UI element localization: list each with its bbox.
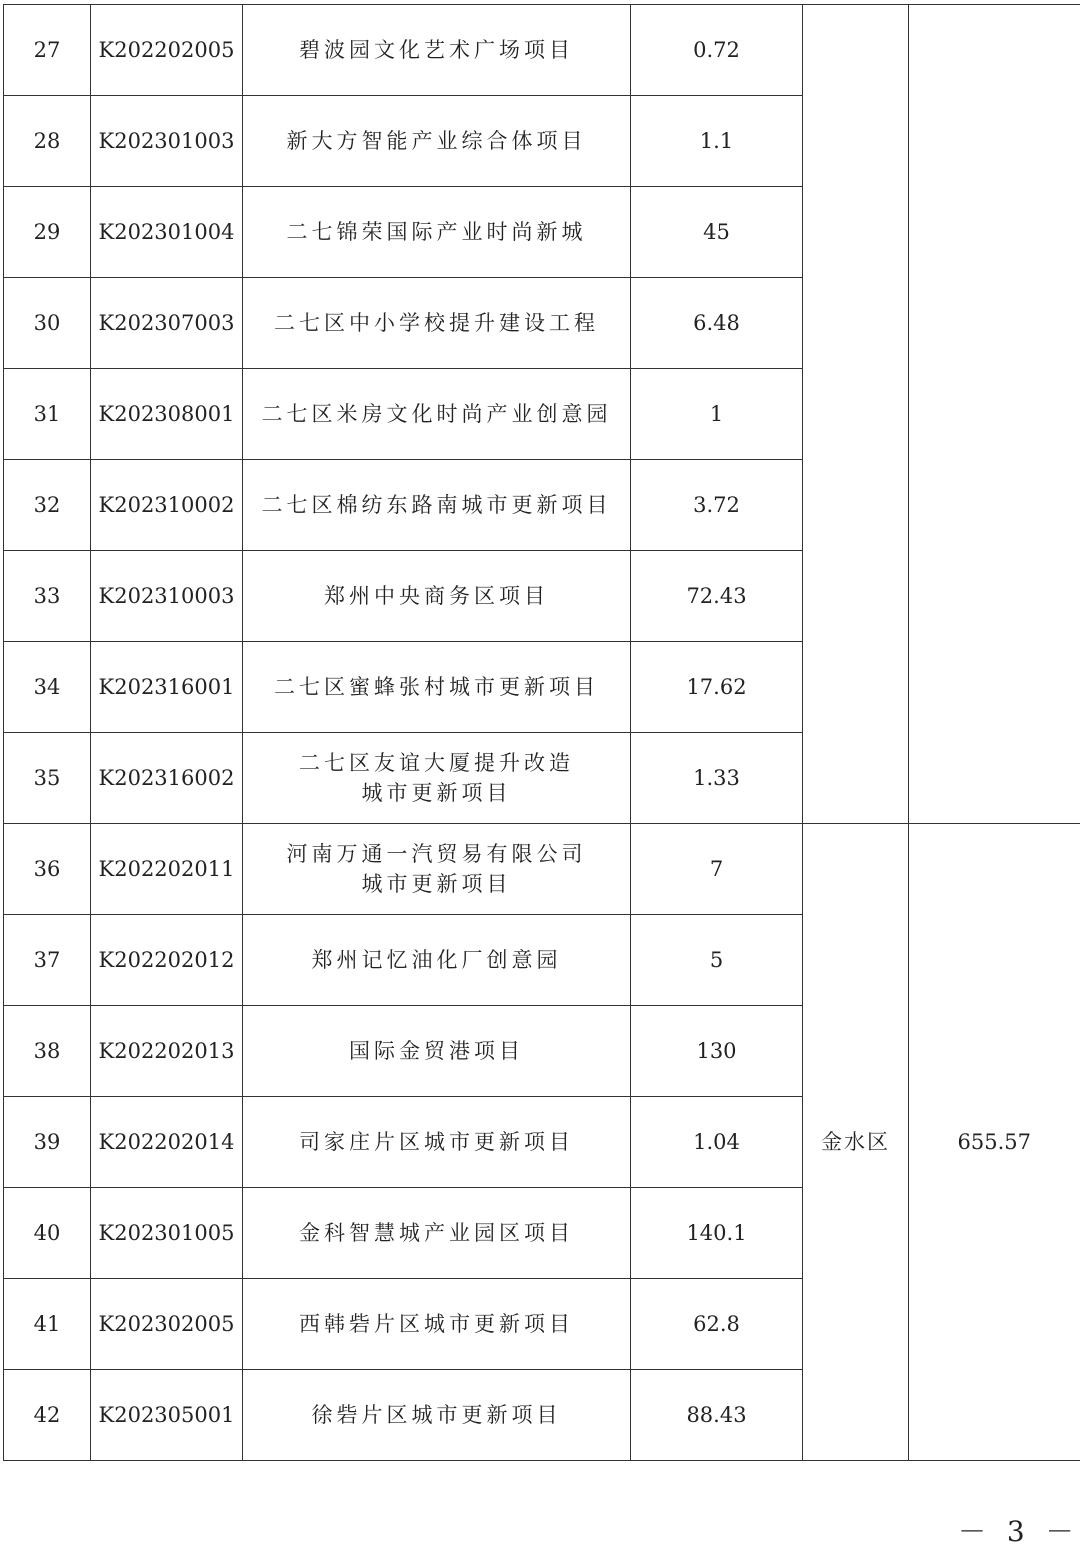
project-name-line: 郑州记忆油化厂创意园 (311, 947, 562, 972)
project-code: K202301005 (91, 1188, 243, 1279)
project-name (243, 824, 631, 915)
row-number: 32 (4, 460, 91, 551)
project-name-line: 徐砦片区城市更新项目 (311, 1402, 562, 1427)
project-name-line: 碧波园文化艺术广场项目 (299, 37, 574, 62)
project-name-line: 二七区蜜蜂张村城市更新项目 (274, 674, 599, 699)
project-code: K202308001 (91, 369, 243, 460)
project-name-line: 河南万通一汽贸易有限公司 (286, 841, 587, 866)
project-code: K202316001 (91, 642, 243, 733)
project-name (243, 369, 631, 460)
project-name-line: 城市更新项目 (361, 781, 512, 805)
project-name (243, 5, 631, 96)
row-number: 38 (4, 1006, 91, 1097)
project-code: K202305001 (91, 1370, 243, 1461)
investment-value: 62.8 (631, 1279, 803, 1370)
project-code: K202310003 (91, 551, 243, 642)
project-name-line: 金科智慧城产业园区项目 (299, 1220, 574, 1245)
project-name (243, 1097, 631, 1188)
investment-value: 0.72 (631, 5, 803, 96)
investment-value: 1.33 (631, 733, 803, 824)
investment-value: 130 (631, 1006, 803, 1097)
project-code: K202310002 (91, 460, 243, 551)
investment-value: 45 (631, 187, 803, 278)
project-name (243, 96, 631, 187)
project-name-line: 司家庄片区城市更新项目 (299, 1129, 574, 1154)
project-name-line: 二七区友谊大厦提升改造 (299, 750, 574, 775)
investment-value: 17.62 (631, 642, 803, 733)
project-code: K202307003 (91, 278, 243, 369)
project-code: K202302005 (91, 1279, 243, 1370)
project-name-line: 二七区中小学校提升建设工程 (274, 310, 599, 335)
project-code: K202301004 (91, 187, 243, 278)
row-number: 35 (4, 733, 91, 824)
project-name (243, 551, 631, 642)
project-name (243, 278, 631, 369)
investment-value: 1.04 (631, 1097, 803, 1188)
project-name-line: 国际金贸港项目 (349, 1038, 524, 1063)
row-number: 37 (4, 915, 91, 1006)
project-name (243, 1370, 631, 1461)
table-row (4, 5, 1080, 96)
investment-value: 5 (631, 915, 803, 1006)
project-code: K202202014 (91, 1097, 243, 1188)
investment-value: 6.48 (631, 278, 803, 369)
project-name (243, 915, 631, 1006)
row-number: 33 (4, 551, 91, 642)
project-code: K202202012 (91, 915, 243, 1006)
row-number: 28 (4, 96, 91, 187)
investment-value: 1.1 (631, 96, 803, 187)
row-number: 42 (4, 1370, 91, 1461)
project-name (243, 187, 631, 278)
row-number: 30 (4, 278, 91, 369)
investment-value: 3.72 (631, 460, 803, 551)
row-number: 39 (4, 1097, 91, 1188)
row-number: 29 (4, 187, 91, 278)
project-name-line: 郑州中央商务区项目 (324, 583, 549, 608)
project-name-line: 二七区棉纺东路南城市更新项目 (261, 492, 612, 517)
project-name (243, 1006, 631, 1097)
investment-value: 140.1 (631, 1188, 803, 1279)
project-name-line: 二七区米房文化时尚产业创意园 (261, 401, 612, 426)
table-row (4, 824, 1080, 915)
project-code: K202316002 (91, 733, 243, 824)
project-name-line: 新大方智能产业综合体项目 (286, 128, 587, 153)
page-number: － 3 － (958, 1515, 1080, 1548)
project-code: K202301003 (91, 96, 243, 187)
row-number: 27 (4, 5, 91, 96)
row-number: 41 (4, 1279, 91, 1370)
investment-value: 88.43 (631, 1370, 803, 1461)
investment-value: 72.43 (631, 551, 803, 642)
row-number: 34 (4, 642, 91, 733)
project-name (243, 642, 631, 733)
project-name (243, 733, 631, 824)
district-cell-previous (803, 5, 909, 824)
project-name-line: 西韩砦片区城市更新项目 (299, 1311, 574, 1336)
project-code: K202202005 (91, 5, 243, 96)
project-name (243, 460, 631, 551)
row-number: 36 (4, 824, 91, 915)
district-cell: 金水区 (803, 824, 909, 1461)
investment-value: 7 (631, 824, 803, 915)
district-total: 655.57 (909, 824, 1080, 1461)
total-cell-previous (909, 5, 1080, 824)
project-code: K202202013 (91, 1006, 243, 1097)
row-number: 40 (4, 1188, 91, 1279)
project-name-line: 二七锦荣国际产业时尚新城 (286, 219, 587, 244)
project-code: K202202011 (91, 824, 243, 915)
project-name (243, 1279, 631, 1370)
project-name-line: 城市更新项目 (361, 872, 512, 896)
project-name (243, 1188, 631, 1279)
row-number: 31 (4, 369, 91, 460)
investment-value: 1 (631, 369, 803, 460)
project-table (3, 4, 1080, 1461)
